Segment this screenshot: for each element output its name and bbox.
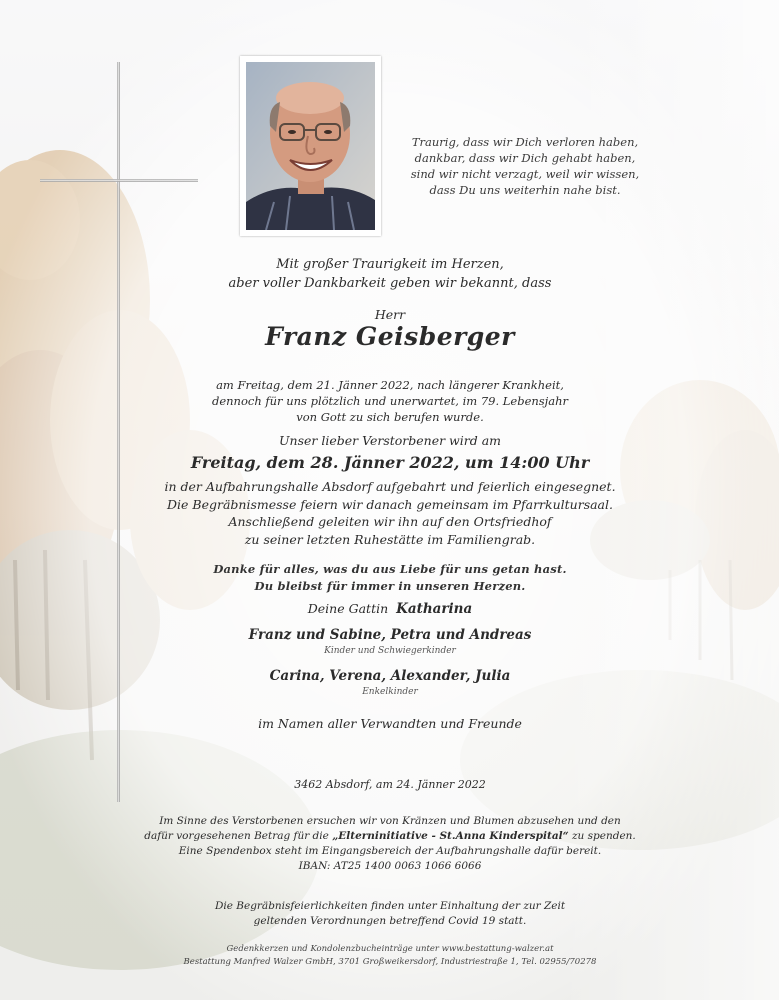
funeral-line: zu seiner letzten Ruhestätte im Familiengrab. xyxy=(244,531,536,547)
funeral-date: Freitag, dem 28. Jänner 2022, um 14:00 Uhr xyxy=(190,453,590,472)
intro-line: Mit großer Traurigkeit im Herzen, xyxy=(276,257,504,272)
covid-line: geltenden Verordnungen betreffend Covid 19 statt. xyxy=(253,915,527,927)
funeral-details xyxy=(130,478,650,548)
donation-text: dafür vorgesehenen Betrag für die xyxy=(144,830,333,842)
children-label: Kinder und Schwiegerkinder xyxy=(324,646,456,656)
footer xyxy=(130,943,650,968)
grandchildren-names: Carina, Verena, Alexander, Julia xyxy=(269,668,511,684)
portrait-image xyxy=(246,62,375,230)
handwritten-message xyxy=(160,561,620,595)
death-line: am Freitag, dem 21. Jänner 2022, nach längerer Krankheit, xyxy=(216,378,564,392)
covid-notice xyxy=(150,899,630,929)
intro-text xyxy=(180,255,600,293)
cross-horizontal-bar xyxy=(40,179,198,182)
covid-line: Die Begräbnisfeierlichkeiten finden unter Einhaltung der zur Zeit xyxy=(214,900,566,912)
handwritten-line: Du bleibst für immer in unseren Herzen. xyxy=(254,579,526,593)
funeral-line: Die Begräbnismesse feiern wir danach gemeinsam im Pfarrkultursaal. xyxy=(167,496,613,512)
wife-prefix: Deine Gattin xyxy=(307,601,389,616)
funeral-intro: Unser lieber Verstorbener wird am xyxy=(278,433,502,448)
quote-block xyxy=(405,134,645,198)
funeral-line: in der Aufbahrungshalle Absdorf aufgebahrt und feierlich eingesegnet. xyxy=(164,479,616,494)
donation-text: zu spenden. xyxy=(568,830,636,842)
donation-line xyxy=(110,829,670,844)
portrait-photo xyxy=(240,56,381,236)
deceased-name: Franz Geisberger xyxy=(265,322,515,351)
quote-line: dass Du uns weiterhin nahe bist. xyxy=(429,183,621,197)
footer-line: Bestattung Manfred Walzer GmbH, 3701 Großweikersdorf, Industriestraße 1, Tel. 02955/70278 xyxy=(183,956,597,967)
death-line: dennoch für uns plötzlich und unerwartet, im 79. Lebensjahr xyxy=(211,394,569,408)
quote-line: Traurig, dass wir Dich verloren haben, xyxy=(411,135,639,149)
quote-line: dankbar, dass wir Dich gehabt haben, xyxy=(414,151,636,165)
donation-notice xyxy=(110,814,670,874)
death-line: von Gott zu sich berufen wurde. xyxy=(296,410,484,424)
footer-line: Gedenkkerzen und Kondolenzbucheinträge unter www.bestattung-walzer.at xyxy=(226,944,554,954)
iban: IBAN: AT25 1400 0063 1066 6066 xyxy=(298,860,482,872)
wife-line xyxy=(200,601,580,617)
donation-line: Eine Spendenbox steht im Eingangsbereich der Aufbahrungshalle dafür bereit. xyxy=(178,845,602,857)
donation-line: Im Sinne des Verstorbenen ersuchen wir von Kränzen und Blumen abzusehen und den xyxy=(159,815,621,827)
relatives-line: im Namen aller Verwandten und Freunde xyxy=(258,716,522,731)
intro-line: aber voller Dankbarkeit geben wir bekannt, dass xyxy=(228,276,552,291)
handwritten-line: Danke für alles, was du aus Liebe für uns getan hast. xyxy=(213,562,567,576)
quote-line: sind wir nicht verzagt, weil wir wissen, xyxy=(410,167,640,181)
funeral-line: Anschließend geleiten wir ihn auf den Ortsfriedhof xyxy=(228,514,552,529)
salutation: Herr xyxy=(374,307,406,322)
children-names: Franz und Sabine, Petra und Andreas xyxy=(248,627,532,643)
wife-name: Katharina xyxy=(396,601,473,617)
charity-name: „Elterninitiative - St.Anna Kinderspital“ xyxy=(332,830,569,842)
grandchildren-label: Enkelkinder xyxy=(362,687,418,697)
cross-vertical-bar xyxy=(117,62,120,802)
death-announcement xyxy=(160,377,620,425)
place-date: 3462 Absdorf, am 24. Jänner 2022 xyxy=(294,778,486,791)
